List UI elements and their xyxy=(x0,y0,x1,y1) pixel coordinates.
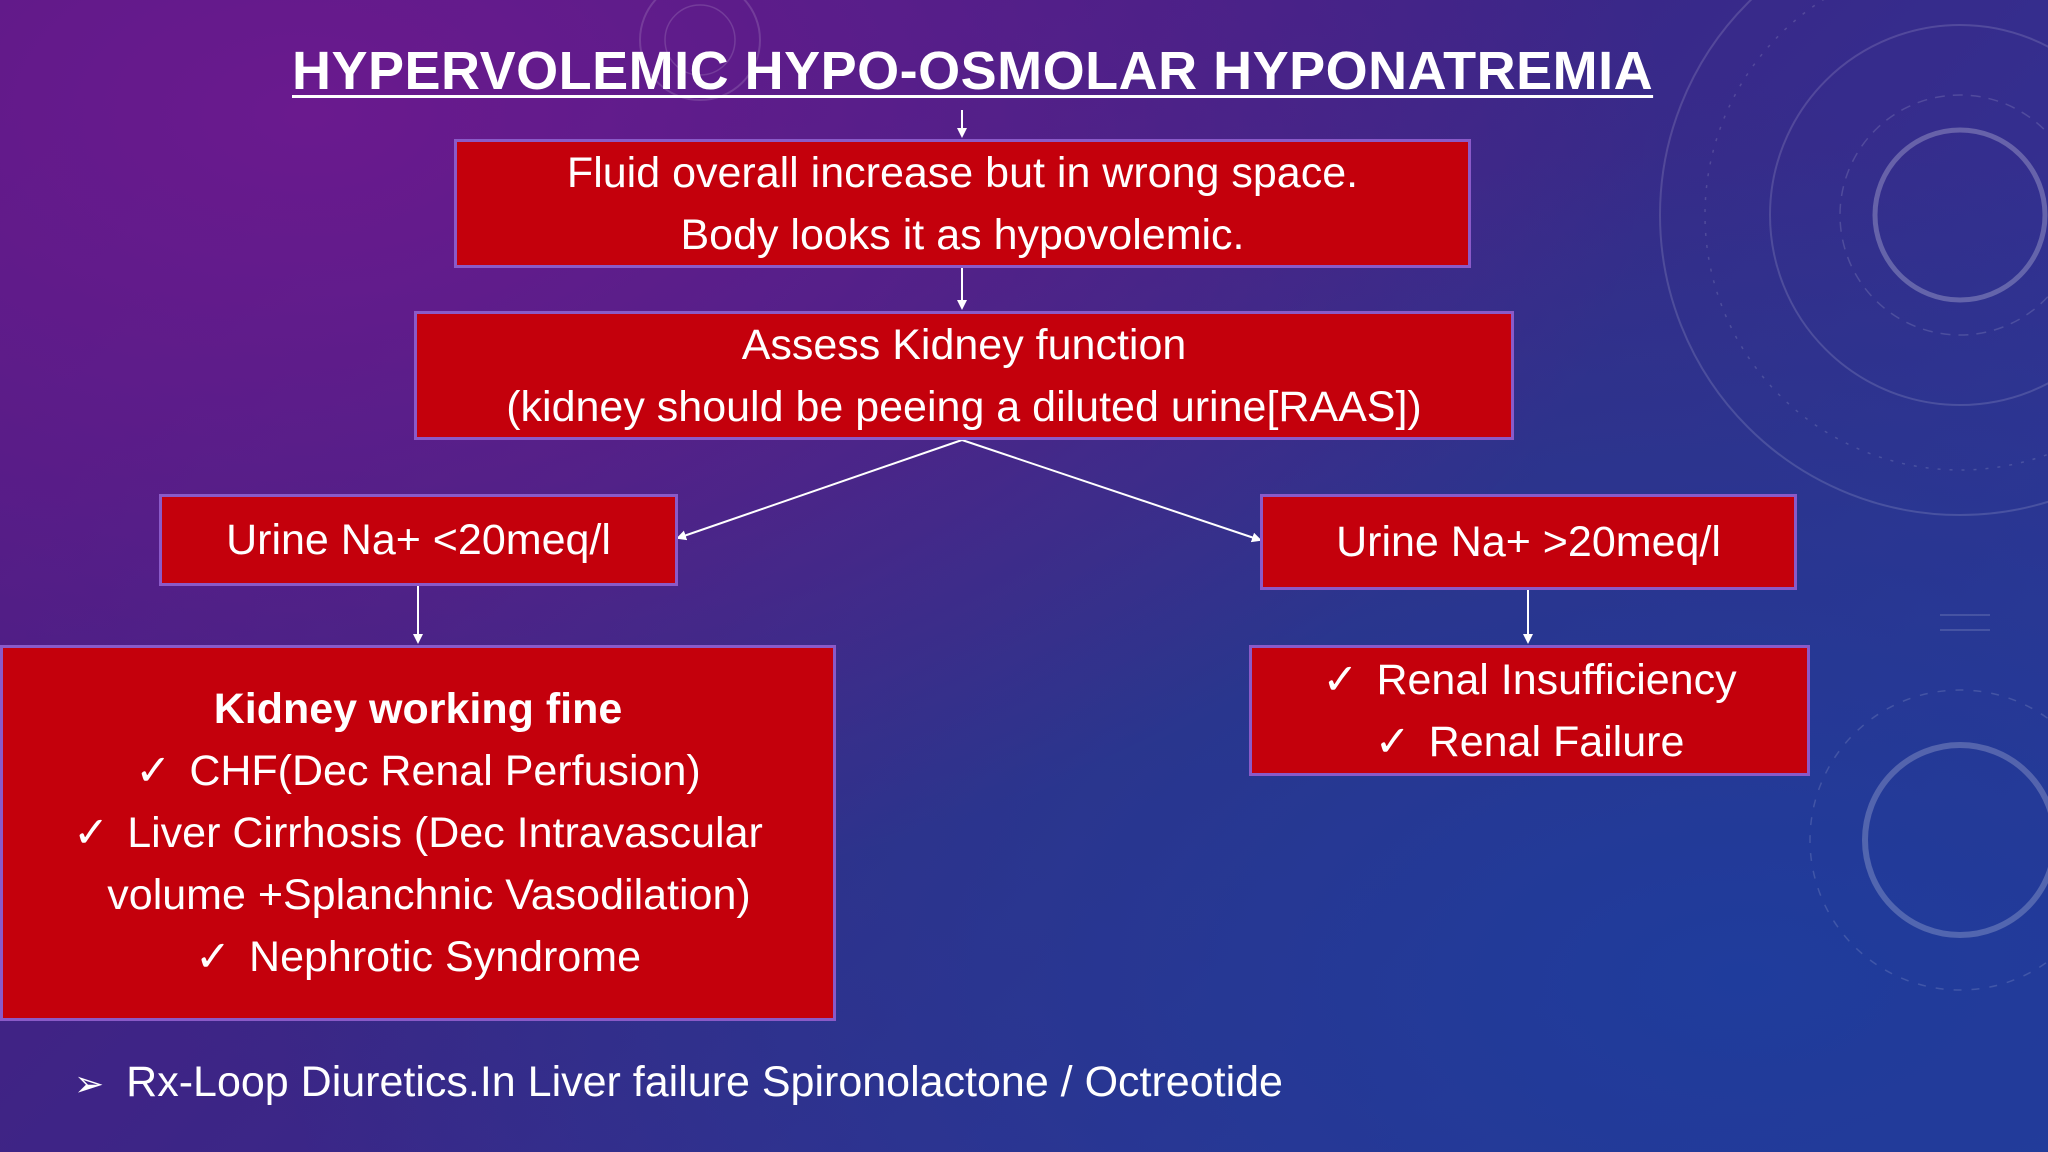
list-item: ✓ CHF(Dec Renal Perfusion) xyxy=(135,747,701,795)
slide-title: HYPERVOLEMIC HYPO-OSMOLAR HYPONATREMIA xyxy=(292,41,1654,101)
fluid-line-2: Body looks it as hypovolemic. xyxy=(680,210,1245,259)
list-item: ✓ Renal Insufficiency xyxy=(1322,655,1737,704)
kidney-working-fine-box xyxy=(0,645,836,1021)
check-icon: ✓ xyxy=(1322,655,1359,704)
check-icon: ✓ xyxy=(73,809,110,857)
kidney-fine-heading: Kidney working fine xyxy=(213,685,623,733)
assess-line-2: (kidney should be peeing a diluted urine[RAAS]) xyxy=(506,382,1422,431)
arrow-assess-to-high xyxy=(962,440,1260,540)
fluid-line-1: Fluid overall increase but in wrong space. xyxy=(566,148,1359,197)
renal-failure-box xyxy=(1249,645,1810,776)
list-item-continuation: volume +Splanchnic Vasodilation) xyxy=(107,871,751,919)
treatment-text: Rx-Loop Diuretics.In Liver failure Spironolactone / Octreotide xyxy=(126,1058,1283,1106)
urine-na-high-box xyxy=(1260,494,1797,590)
check-icon: ✓ xyxy=(195,933,232,981)
urine-na-high-label: Urine Na+ >20meq/l xyxy=(1336,518,1721,566)
assess-line-1: Assess Kidney function xyxy=(741,320,1187,369)
check-icon: ✓ xyxy=(1374,717,1411,766)
list-item: ✓ Liver Cirrhosis (Dec Intravascular xyxy=(73,809,763,857)
arrow-assess-to-low xyxy=(678,440,962,538)
urine-na-low-box xyxy=(159,494,678,586)
treatment-note xyxy=(74,1058,1283,1107)
check-icon: ✓ xyxy=(135,747,172,795)
list-item: ✓ Nephrotic Syndrome xyxy=(195,933,641,981)
assess-kidney-box xyxy=(414,311,1514,440)
fluid-increase-box xyxy=(454,139,1471,268)
arrow-bullet-icon: ➢ xyxy=(74,1063,105,1104)
urine-na-low-label: Urine Na+ <20meq/l xyxy=(226,516,611,564)
list-item: ✓ Renal Failure xyxy=(1374,717,1685,766)
